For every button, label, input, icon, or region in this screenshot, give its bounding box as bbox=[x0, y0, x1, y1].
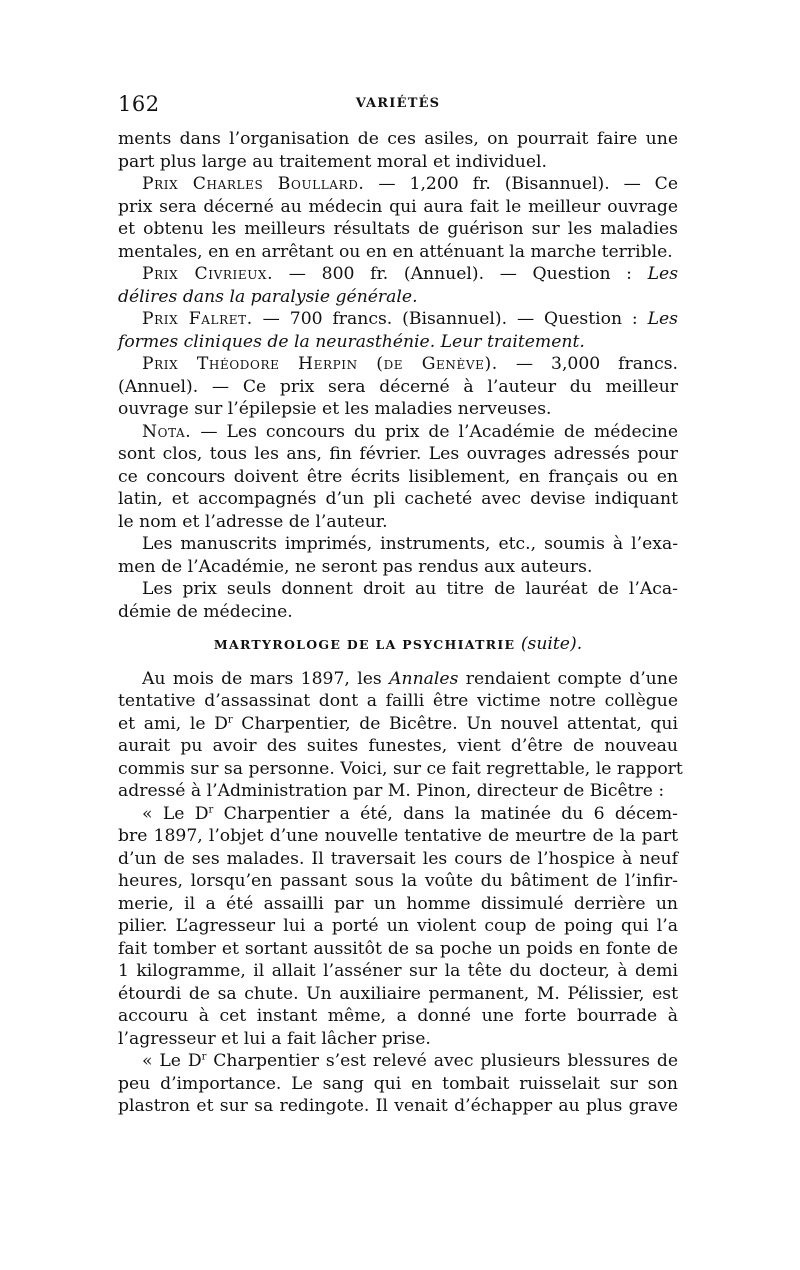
italic-segment: formes cliniques de la neurasthénie. Leur traitement. bbox=[118, 331, 585, 352]
text-segment: latin, et accompagnés d’un pli cacheté avec devise indiquant bbox=[118, 489, 678, 509]
text-segment: heures, lorsqu’en passant sous la voûte du bâtiment de l’infir- bbox=[118, 871, 678, 891]
text-segment: « Le D bbox=[142, 803, 209, 824]
text-segment: ments dans l’organisation de ces asiles, on pourrait faire une bbox=[118, 129, 678, 149]
text-segment: le nom et l’adresse de l’auteur. bbox=[118, 511, 388, 532]
text-segment: adressé à l’Administration par M. Pinon, directeur de Bicêtre : bbox=[118, 781, 665, 801]
section-heading-suffix: (suite). bbox=[520, 634, 583, 654]
text-line bbox=[118, 1095, 678, 1118]
text-segment: men de l’Académie, ne seront pas rendus aux auteurs. bbox=[118, 556, 593, 577]
text-segment: Charpentier, de Bicêtre. Un nouvel attentat, qui bbox=[232, 713, 678, 734]
text-line bbox=[118, 196, 678, 219]
text-line bbox=[118, 218, 678, 241]
italic-segment: Annales bbox=[389, 668, 459, 689]
text-line bbox=[118, 601, 678, 624]
text-segment: — 700 francs. (Bisannuel). — Question : bbox=[252, 309, 648, 329]
running-head bbox=[118, 92, 678, 122]
text-segment: peu d’importance. Le sang qui en tombait ruisselait sur son bbox=[118, 1073, 678, 1094]
text-line bbox=[118, 668, 678, 691]
text-line bbox=[118, 848, 678, 871]
text-segment: (Annuel). — Ce prix sera décerné à l’auteur du meilleur bbox=[118, 376, 678, 397]
text-line bbox=[118, 758, 683, 781]
text-segment: plastron et sur sa redingote. Il venait d’échapper au plus grave bbox=[118, 1096, 678, 1116]
text-segment: rendaient compte d’une bbox=[458, 668, 678, 689]
text-line bbox=[118, 1073, 678, 1096]
text-segment: ouvrage sur l’épilepsie et les maladies nerveuses. bbox=[118, 399, 552, 419]
text-segment: Charpentier a été, dans la matinée du 6 décem- bbox=[213, 803, 678, 824]
text-segment: pilier. L’agresseur lui a porté un violent coup de poing qui l’a bbox=[118, 916, 678, 936]
prize-name: Nota. bbox=[142, 421, 192, 442]
text-line bbox=[118, 173, 678, 196]
text-line bbox=[118, 938, 678, 961]
text-line bbox=[118, 308, 678, 331]
text-segment: aurait pu avoir des suites funestes, vient d’être de nouveau bbox=[118, 736, 678, 756]
running-title: VARIÉTÉS bbox=[355, 96, 441, 111]
text-segment: accouru à cet instant même, a donné une forte bourrade à bbox=[118, 1006, 678, 1026]
text-segment: fait tomber et sortant aussitôt de sa poche un poids en fonte de bbox=[118, 938, 678, 959]
text-line bbox=[118, 241, 678, 264]
text-line bbox=[118, 533, 678, 556]
page-number: 162 bbox=[118, 92, 160, 116]
text-segment: étourdi de sa chute. Un auxiliaire permanent, M. Pélissier, est bbox=[118, 983, 678, 1004]
text-segment: — Les concours du prix de l’Académie de médecine bbox=[191, 421, 678, 442]
text-line bbox=[118, 488, 678, 511]
text-line bbox=[118, 263, 678, 286]
text-segment: — 800 fr. (Annuel). — Question : bbox=[273, 264, 648, 284]
text-line bbox=[118, 443, 678, 466]
text-line bbox=[118, 735, 678, 758]
text-line bbox=[118, 713, 678, 736]
superscript: r bbox=[227, 713, 233, 725]
text-line bbox=[118, 915, 678, 938]
italic-segment: Les bbox=[647, 264, 679, 284]
text-line bbox=[118, 960, 678, 983]
text-line bbox=[118, 511, 678, 534]
text-line bbox=[118, 803, 678, 826]
text-line bbox=[118, 398, 678, 421]
superscript: r bbox=[201, 1051, 207, 1063]
body-text bbox=[118, 128, 683, 1118]
text-line bbox=[118, 780, 678, 803]
text-segment: merie, il a été assailli par un homme dissimulé derrière un bbox=[118, 893, 678, 914]
text-line bbox=[118, 983, 678, 1006]
text-segment: bre 1897, l’objet d’une nouvelle tentative de meurtre de la part bbox=[118, 826, 678, 846]
text-segment: tentative d’assassinat dont a failli être victime notre collègue bbox=[118, 691, 678, 711]
text-segment: prix sera décerné au médecin qui aura fait le meilleur ouvrage bbox=[118, 196, 678, 217]
text-segment: mentales, en en arrêtant ou en en atténuant la marche terrible. bbox=[118, 241, 673, 262]
text-line bbox=[118, 1028, 678, 1051]
text-line bbox=[118, 870, 678, 893]
text-segment: l’agresseur et lui a fait lâcher prise. bbox=[118, 1028, 431, 1049]
text-segment: démie de médecine. bbox=[118, 601, 293, 622]
text-segment: Les prix seuls donnent droit au titre de lauréat de l’Aca- bbox=[142, 579, 678, 599]
text-line bbox=[118, 556, 678, 579]
text-line bbox=[118, 376, 678, 399]
text-segment: sont clos, tous les ans, fin février. Les ouvrages adressés pour bbox=[118, 444, 678, 464]
text-line bbox=[118, 1005, 678, 1028]
text-segment: part plus large au traitement moral et individuel. bbox=[118, 151, 548, 172]
text-line bbox=[118, 893, 678, 916]
prize-name: Prix Théodore Herpin (de Genève). bbox=[142, 354, 498, 374]
book-page bbox=[118, 92, 683, 1118]
italic-segment: Les bbox=[647, 309, 678, 329]
text-segment: 1 kilogramme, il allait l’asséner sur la tête du docteur, à demi bbox=[118, 961, 678, 981]
text-line bbox=[118, 421, 678, 444]
text-segment: et obtenu les meilleurs résultats de guérison sur les maladies bbox=[118, 219, 678, 239]
superscript: r bbox=[208, 803, 214, 815]
text-segment: — 3,000 francs. bbox=[497, 354, 678, 374]
text-line bbox=[118, 825, 678, 848]
text-segment: ce concours doivent être écrits lisiblement, en français ou en bbox=[118, 466, 678, 487]
text-segment: Charpentier s’est relevé avec plusieurs blessures de bbox=[206, 1051, 679, 1071]
section-heading-title: MARTYROLOGE DE LA PSYCHIATRIE bbox=[213, 637, 516, 652]
italic-segment: délires dans la paralysie générale. bbox=[118, 286, 418, 307]
prize-name: Prix Charles Boullard. bbox=[142, 174, 365, 194]
text-segment: et ami, le D bbox=[118, 713, 228, 734]
text-line bbox=[118, 578, 678, 601]
text-line bbox=[118, 690, 678, 713]
text-segment: — 1,200 fr. (Bisannuel). — Ce bbox=[364, 174, 678, 194]
prize-name: Prix Civrieux. bbox=[142, 264, 274, 284]
text-line bbox=[118, 1050, 678, 1073]
text-segment: d’un de ses malades. Il traversait les cours de l’hospice à neuf bbox=[118, 848, 678, 869]
text-line bbox=[118, 128, 678, 151]
section-heading bbox=[118, 633, 678, 656]
prize-name: Prix Falret. bbox=[142, 309, 253, 329]
text-line bbox=[118, 151, 678, 174]
text-line bbox=[118, 466, 678, 489]
text-segment: Au mois de mars 1897, les bbox=[142, 668, 390, 689]
text-line bbox=[118, 331, 678, 354]
text-segment: Les manuscrits imprimés, instruments, etc., soumis à l’exa- bbox=[142, 534, 678, 554]
text-segment: « Le D bbox=[142, 1051, 202, 1071]
text-line bbox=[118, 353, 678, 376]
text-segment: commis sur sa personne. Voici, sur ce fait regrettable, le rapport bbox=[118, 758, 683, 779]
text-line bbox=[118, 286, 678, 309]
